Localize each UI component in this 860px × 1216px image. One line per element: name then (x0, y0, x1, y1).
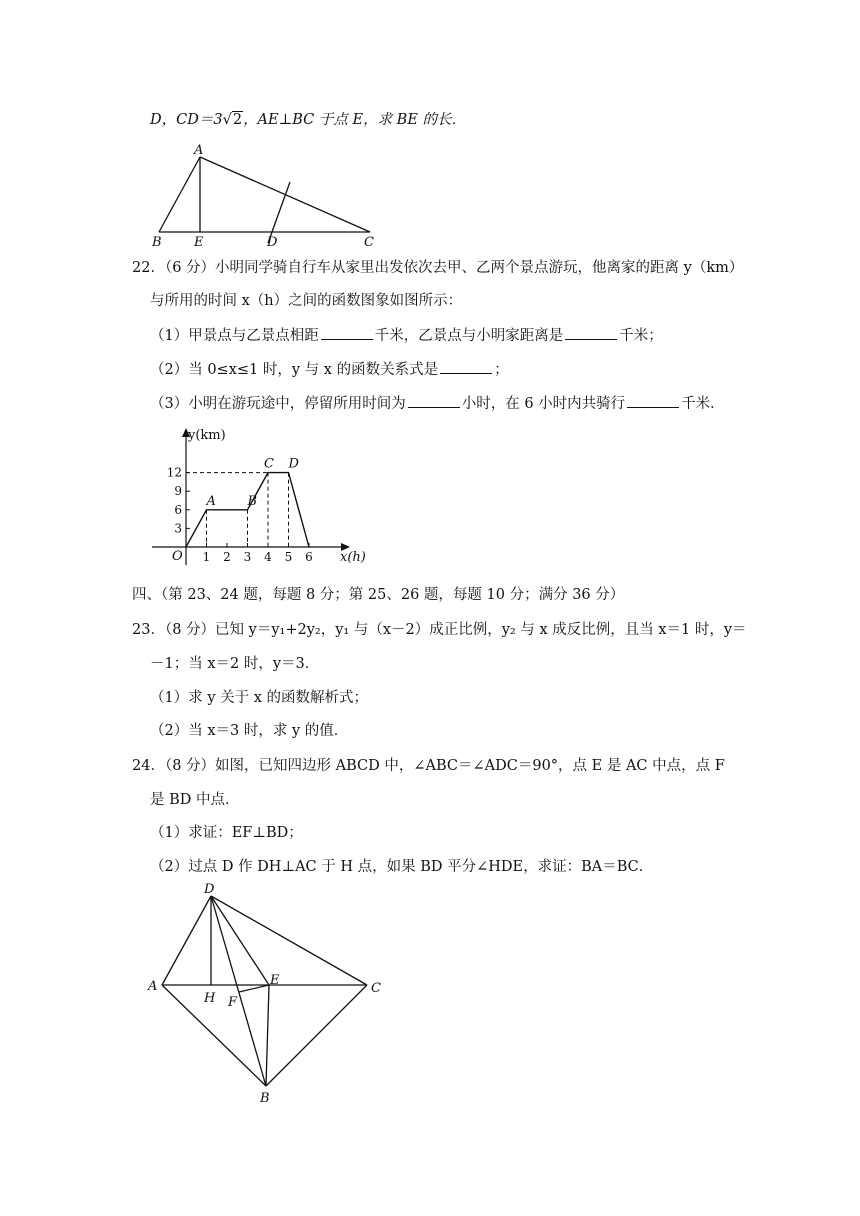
label-A: A (194, 143, 204, 158)
label-F: F (228, 995, 238, 1010)
label-C: C (364, 235, 374, 250)
q24-part2: （2）过点 D 作 DH⊥AC 于 H 点，如果 BD 平分∠HDE，求证：BA＝BC． (150, 859, 654, 875)
q22-part3 (150, 393, 725, 414)
q23-line2: －1；当 x＝2 时，y＝3． (150, 656, 320, 672)
origin-label: O (172, 549, 183, 564)
x-axis-label: x(h) (340, 550, 366, 565)
q22-p1-c: 千米； (619, 328, 663, 344)
y-tick-label: 12 (166, 465, 182, 480)
q22-p3-b: 小时，在 6 小时内共骑行 (461, 396, 626, 412)
answer-blank[interactable] (565, 325, 617, 340)
q22-function-graph (150, 425, 380, 570)
y-axis-label: y(km) (188, 428, 226, 443)
q24-quadrilateral-figure (140, 880, 400, 1110)
x-tick-label: 1 (202, 550, 211, 564)
q24-line1: 24．（8 分）如图，已知四边形 ABCD 中，∠ABC＝∠ADC＝90°，点 E 是 AC 中点，点 F (132, 758, 725, 774)
label-E: E (194, 235, 204, 250)
y-tick-label: 3 (174, 521, 182, 536)
x-tick-label: 6 (305, 550, 313, 564)
label-B: B (152, 235, 162, 250)
point-label-C: C (264, 456, 274, 472)
answer-blank[interactable] (440, 359, 492, 374)
point-label-D: D (288, 456, 299, 472)
point-label-A: A (206, 493, 216, 509)
x-tick-label: 5 (284, 550, 293, 564)
q22-p1-b: 千米，乙景点与小明家距离是 (374, 328, 564, 344)
q24-part1: （1）求证：EF⊥BD； (150, 825, 303, 841)
q22-p2-b: ； (494, 362, 509, 378)
sqrt-symbol: √2 (222, 112, 243, 128)
q22-part1 (150, 325, 663, 346)
q21-text-a: D，CD＝3 (150, 112, 223, 128)
label-E: E (270, 973, 280, 988)
q22-line1: 22．（6 分）小明同学骑自行车从家里出发依次去甲、乙两个景点游玩，他离家的距离 y（km） (132, 260, 744, 276)
label-H: H (204, 991, 216, 1006)
label-D: D (267, 235, 278, 250)
section-4-heading: 四、（第 23、24 题，每题 8 分；第 25、26 题，每题 10 分；满分 36 分） (132, 587, 625, 603)
x-tick-label: 2 (223, 550, 231, 564)
sqrt-argument: 2 (232, 112, 243, 128)
q22-line2: 与所用的时间 x（h）之间的函数图象如图所示： (150, 293, 463, 309)
q22-p3-a: （3）小明在游玩途中，停留所用时间为 (150, 396, 406, 412)
x-tick-label: 3 (243, 550, 252, 564)
q21-text-b: ，AE⊥BC 于点 E，求 BE 的长． (243, 112, 467, 128)
label-B: B (260, 1091, 270, 1106)
x-tick-label: 4 (264, 550, 272, 564)
q21-text-line (150, 110, 466, 130)
q22-p1-a: （1）甲景点与乙景点相距 (150, 328, 319, 344)
label-C: C (371, 981, 381, 996)
answer-blank[interactable] (321, 325, 373, 340)
label-D: D (204, 882, 215, 897)
q23-part2: （2）当 x＝3 时，求 y 的值． (150, 723, 349, 739)
label-A: A (148, 979, 158, 994)
q23-line1: 23．（8 分）已知 y＝y₁+2y₂，y₁ 与（x－2）成正比例，y₂ 与 x 成反比例，且当 x＝1 时，y＝ (132, 622, 747, 638)
series-line (186, 473, 309, 547)
point-label-B: B (247, 493, 258, 509)
q21-triangle-figure (140, 140, 390, 250)
y-tick-label: 9 (174, 484, 182, 499)
q22-part2 (150, 359, 509, 380)
q22-p2-a: （2）当 0≤x≤1 时，y 与 x 的函数关系式是 (150, 362, 439, 378)
answer-blank[interactable] (408, 393, 460, 408)
y-tick-label: 6 (174, 502, 182, 517)
q24-line2: 是 BD 中点． (150, 792, 240, 808)
q22-p3-c: 千米． (681, 396, 725, 412)
answer-blank[interactable] (627, 393, 679, 408)
q23-part1: （1）求 y 关于 x 的函数解析式； (150, 690, 369, 706)
